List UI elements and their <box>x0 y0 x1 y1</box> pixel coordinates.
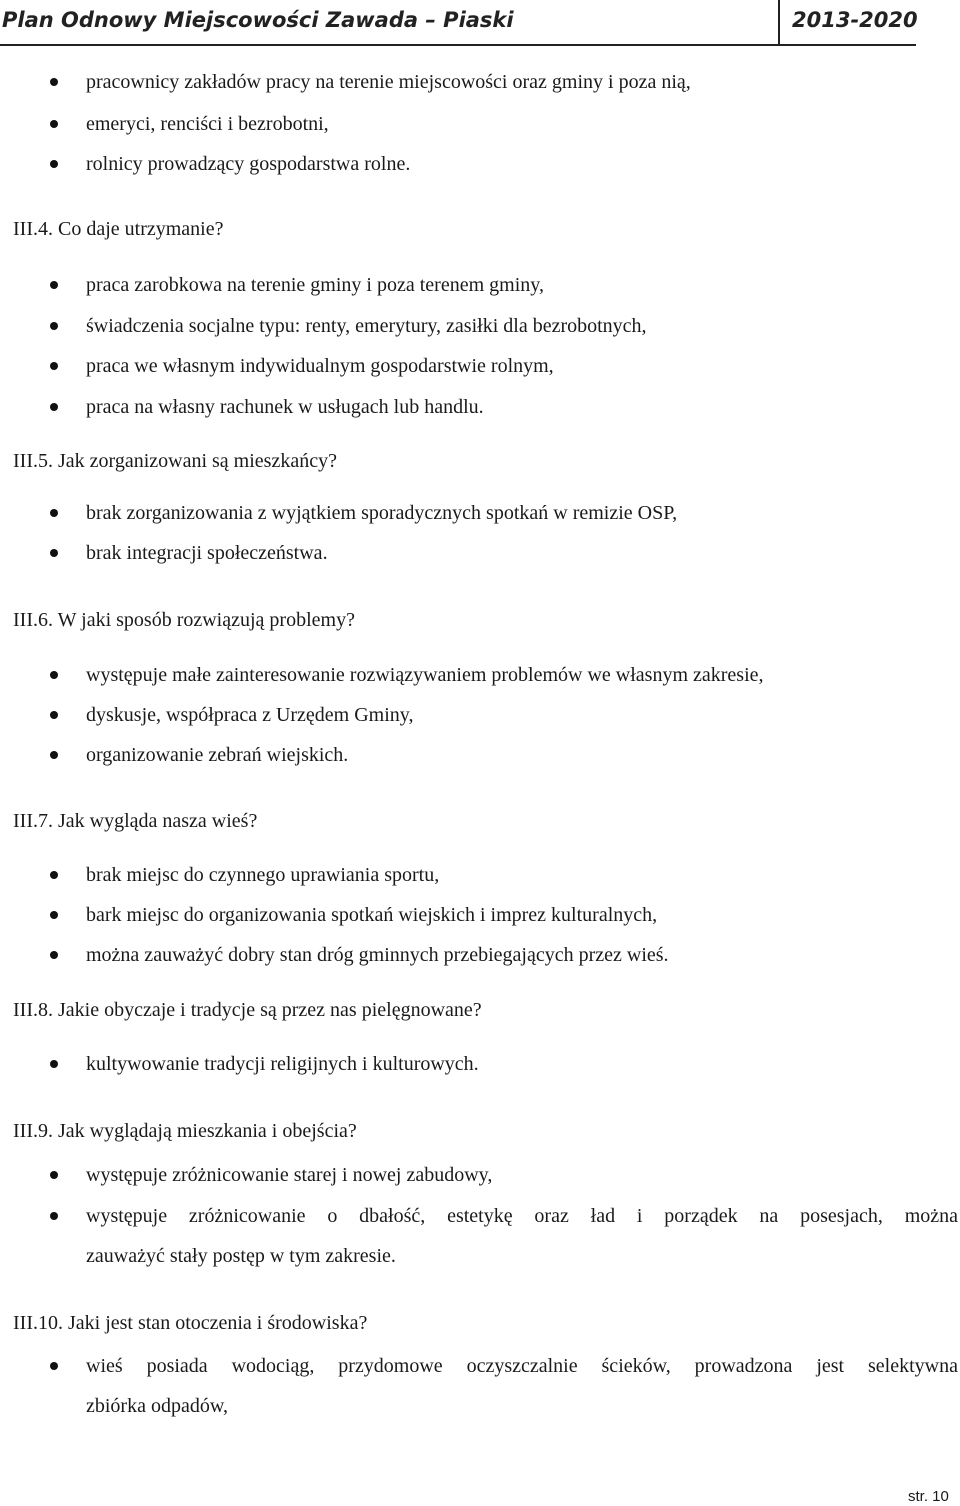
section-heading: III.9. Jak wyglądają mieszkania i obejścia? <box>13 1120 357 1142</box>
list-item: świadczenia socjalne typu: renty, emerytury, zasiłki dla bezrobotnych, <box>86 315 647 337</box>
bullet-icon <box>50 1212 58 1220</box>
bullet-icon <box>50 751 58 759</box>
section-heading: III.7. Jak wygląda nasza wieś? <box>13 810 258 832</box>
list-item: brak integracji społeczeństwa. <box>86 542 328 564</box>
bullet-icon <box>50 951 58 959</box>
header-divider <box>778 0 780 46</box>
list-item: praca na własny rachunek w usługach lub handlu. <box>86 396 484 418</box>
bullet-icon <box>50 549 58 557</box>
bullet-icon <box>50 1171 58 1179</box>
list-item: brak miejsc do czynnego uprawiania sportu, <box>86 864 440 886</box>
page-header <box>0 0 960 46</box>
bullet-icon <box>50 78 58 86</box>
list-item: występuje zróżnicowanie o dbałość, estetykę oraz ład i porządek na posesjach, można <box>86 1205 958 1227</box>
list-item: pracownicy zakładów pracy na terenie miejscowości oraz gminy i poza nią, <box>86 71 691 93</box>
bullet-icon <box>50 871 58 879</box>
list-item: rolnicy prowadzący gospodarstwa rolne. <box>86 153 411 175</box>
list-item: wieś posiada wodociąg, przydomowe oczyszczalnie ścieków, prowadzona jest selektywna <box>86 1355 958 1377</box>
section-heading: III.5. Jak zorganizowani są mieszkańcy? <box>13 450 337 472</box>
list-item-continuation: zbiórka odpadów, <box>86 1395 228 1417</box>
bullet-icon <box>50 120 58 128</box>
bullet-icon <box>50 322 58 330</box>
bullet-icon <box>50 1362 58 1370</box>
list-item: praca we własnym indywidualnym gospodarstwie rolnym, <box>86 355 554 377</box>
list-item: występuje zróżnicowanie starej i nowej zabudowy, <box>86 1164 493 1186</box>
list-item: można zauważyć dobry stan dróg gminnych przebiegających przez wieś. <box>86 944 669 966</box>
list-item: bark miejsc do organizowania spotkań wiejskich i imprez kulturalnych, <box>86 904 658 926</box>
section-heading: III.10. Jaki jest stan otoczenia i środowiska? <box>13 1312 368 1334</box>
list-item: organizowanie zebrań wiejskich. <box>86 744 349 766</box>
bullet-icon <box>50 509 58 517</box>
list-item: kultywowanie tradycji religijnych i kulturowych. <box>86 1053 479 1075</box>
bullet-icon <box>50 281 58 289</box>
bullet-icon <box>50 671 58 679</box>
list-item: praca zarobkowa na terenie gminy i poza terenem gminy, <box>86 274 544 296</box>
list-item: brak zorganizowania z wyjątkiem sporadycznych spotkań w remizie OSP, <box>86 502 678 524</box>
list-item: emeryci, renciści i bezrobotni, <box>86 113 329 135</box>
bullet-icon <box>50 911 58 919</box>
section-heading: III.4. Co daje utrzymanie? <box>13 218 224 240</box>
document-title: Plan Odnowy Miejscowości Zawada – Piaski <box>2 8 514 32</box>
list-item: występuje małe zainteresowanie rozwiązywaniem problemów we własnym zakresie, <box>86 664 764 686</box>
document-years: 2013-2020 <box>792 8 918 32</box>
page-number: str. 10 <box>908 1488 949 1505</box>
bullet-icon <box>50 711 58 719</box>
list-item: dyskusje, współpraca z Urzędem Gminy, <box>86 704 414 726</box>
section-heading: III.8. Jakie obyczaje i tradycje są przez nas pielęgnowane? <box>13 999 482 1021</box>
bullet-icon <box>50 1060 58 1068</box>
header-rule <box>0 44 916 46</box>
bullet-icon <box>50 362 58 370</box>
bullet-icon <box>50 160 58 168</box>
bullet-icon <box>50 403 58 411</box>
section-heading: III.6. W jaki sposób rozwiązują problemy? <box>13 609 355 631</box>
list-item-continuation: zauważyć stały postęp w tym zakresie. <box>86 1245 396 1267</box>
